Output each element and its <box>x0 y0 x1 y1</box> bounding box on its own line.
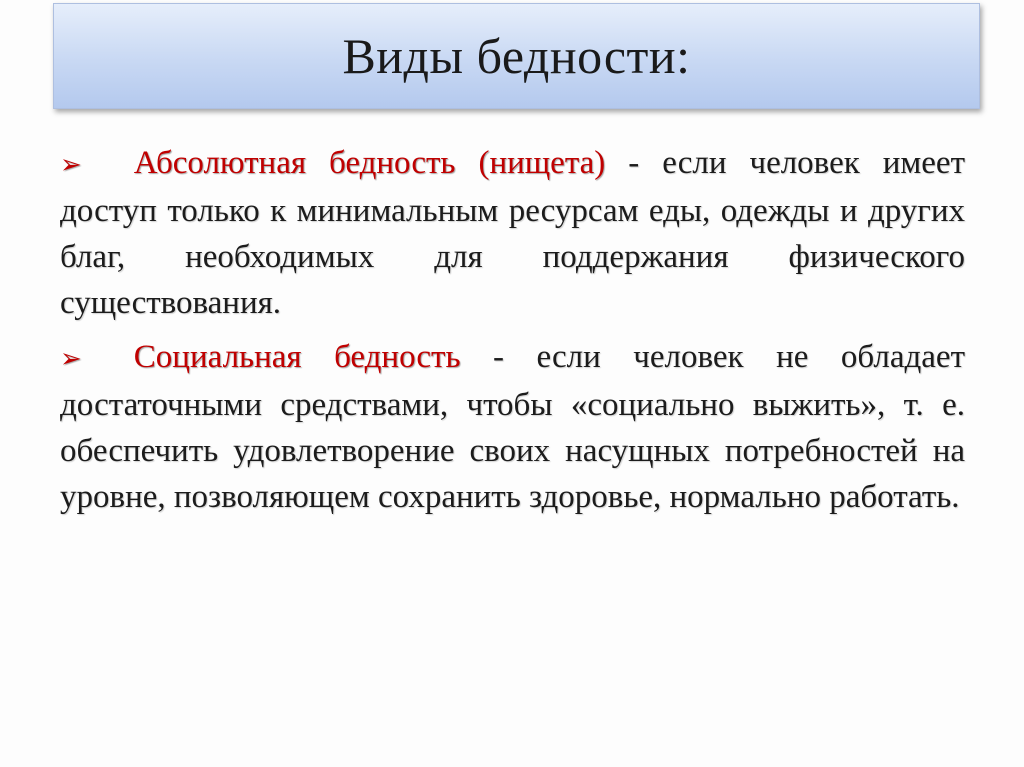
term-absolute-poverty: Абсолютная бедность (нищета) <box>133 145 606 181</box>
definition-absolute-poverty: - если человек имеет доступ только к минимальным ресурсам еды, одежды и других благ, необходимых для поддержания физического существования. <box>60 145 965 321</box>
title-band <box>53 3 980 109</box>
slide-content <box>60 140 965 528</box>
term-social-poverty: Социальная бедность <box>133 339 461 375</box>
arrow-bullet-icon: ➢ <box>60 150 82 180</box>
list-item-absolute-poverty <box>60 140 965 326</box>
definition-social-poverty: - если человек не обладает достаточными средствами, чтобы «социально выжить», т. е. обеспечить удовлетворение своих насущных потребностей на уровне, позволяющем сохранить здоровье, нормально работать. <box>60 339 965 515</box>
list-item-social-poverty <box>60 334 965 520</box>
slide-title: Виды бедности: <box>342 28 691 84</box>
arrow-bullet-icon: ➢ <box>60 344 82 374</box>
